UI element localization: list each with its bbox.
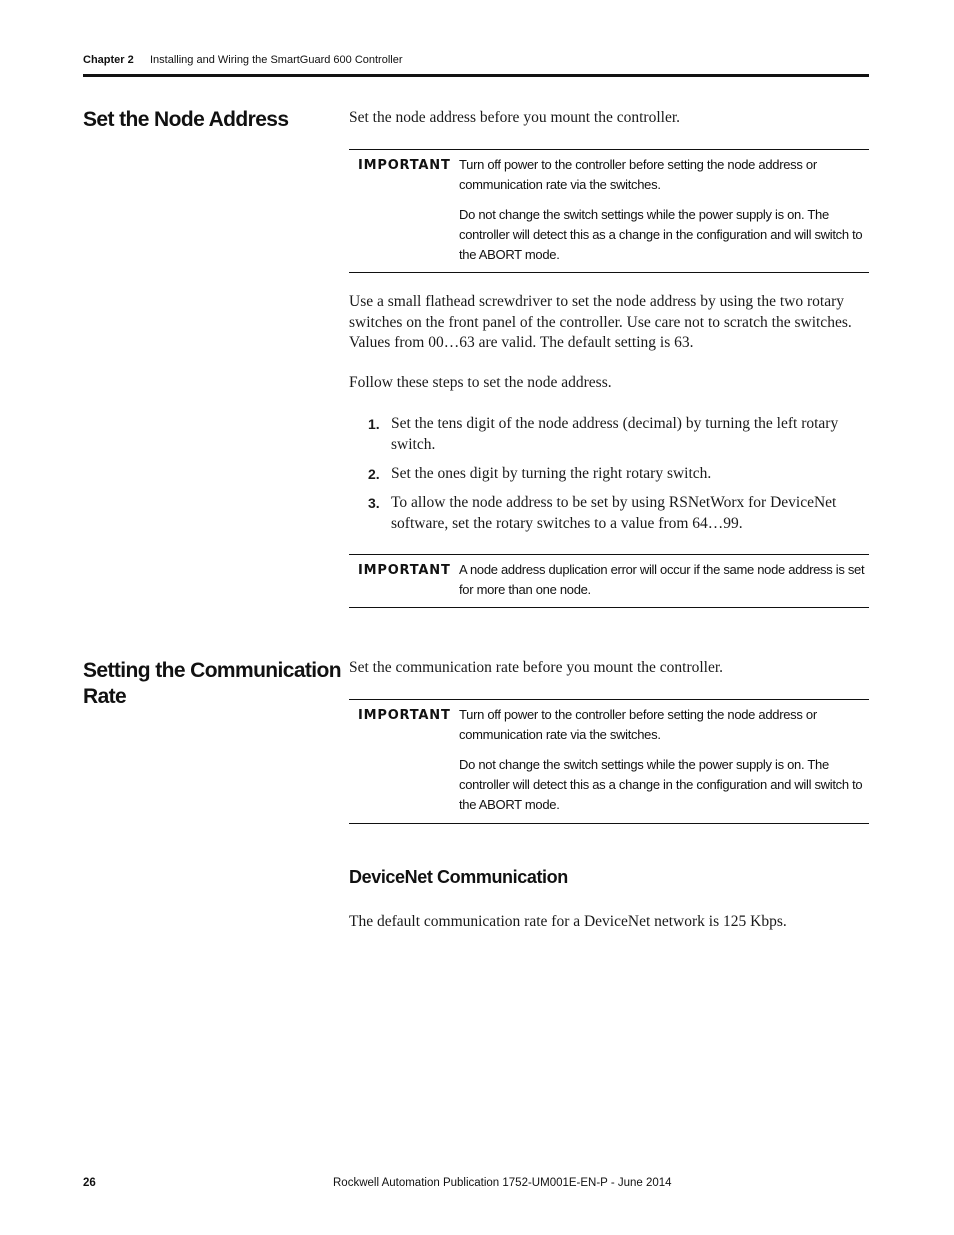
important-label: IMPORTANT: [358, 563, 451, 578]
important-text: Turn off power to the controller before setting the node address or communication rate via the switches.: [459, 157, 817, 192]
devicenet-body: The default communication rate for a DeviceNet network is 125 Kbps.: [349, 913, 787, 930]
section-heading-communication-rate: [83, 658, 341, 710]
chapter-title: Installing and Wiring the SmartGuard 600 Controller: [150, 54, 403, 66]
heading-line: Rate: [83, 685, 127, 708]
chapter-label: Chapter 2: [83, 54, 134, 66]
publication-info: Rockwell Automation Publication 1752-UM001E-EN-P - June 2014: [333, 1177, 672, 1189]
section2-intro: Set the communication rate before you mount the controller.: [349, 659, 724, 676]
section1-follow: Follow these steps to set the node address.: [349, 374, 612, 391]
section1-intro: Set the node address before you mount the controller.: [349, 109, 681, 126]
running-header: [83, 52, 869, 78]
step-number: 2.: [368, 466, 380, 482]
important-text: A node address duplication error will occur if the same node address is set for more than one node.: [459, 562, 865, 597]
step-text: Set the ones digit by turning the right rotary switch.: [391, 465, 712, 482]
important-box-1: [349, 149, 869, 273]
important-text: Do not change the switch settings while the power supply is on. The controller will detect this as a change in the configuration and will switch to the ABORT mode.: [459, 757, 863, 812]
important-text: Do not change the switch settings while the power supply is on. The controller will detect this as a change in the configuration and will switch to the ABORT mode.: [459, 207, 863, 262]
important-box-3: [349, 699, 869, 824]
page-number: 26: [83, 1177, 96, 1189]
important-label: IMPORTANT: [358, 158, 451, 173]
step-number: 1.: [368, 416, 380, 432]
section-heading-node-address: Set the Node Address: [83, 108, 289, 131]
subheading-devicenet: DeviceNet Communication: [349, 867, 568, 887]
step-number: 3.: [368, 495, 380, 511]
step-text: To allow the node address to be set by using RSNetWorx for DeviceNet software, set the rotary switches to a value from 64…99.: [391, 494, 837, 532]
section1-body: Use a small flathead screwdriver to set the node address by using the two rotary switches on the front panel of the controller. Use care not to scratch the switches. Values from 00…63 are valid. The default setting is 63.: [349, 293, 852, 351]
important-text: Turn off power to the controller before setting the node address or communication rate via the switches.: [459, 707, 817, 742]
heading-line: Setting the Communication: [83, 659, 342, 682]
important-label: IMPORTANT: [358, 708, 451, 723]
header-rule: [83, 74, 869, 77]
step-text: Set the tens digit of the node address (decimal) by turning the left rotary switch.: [391, 415, 839, 453]
important-box-2: [349, 554, 869, 608]
